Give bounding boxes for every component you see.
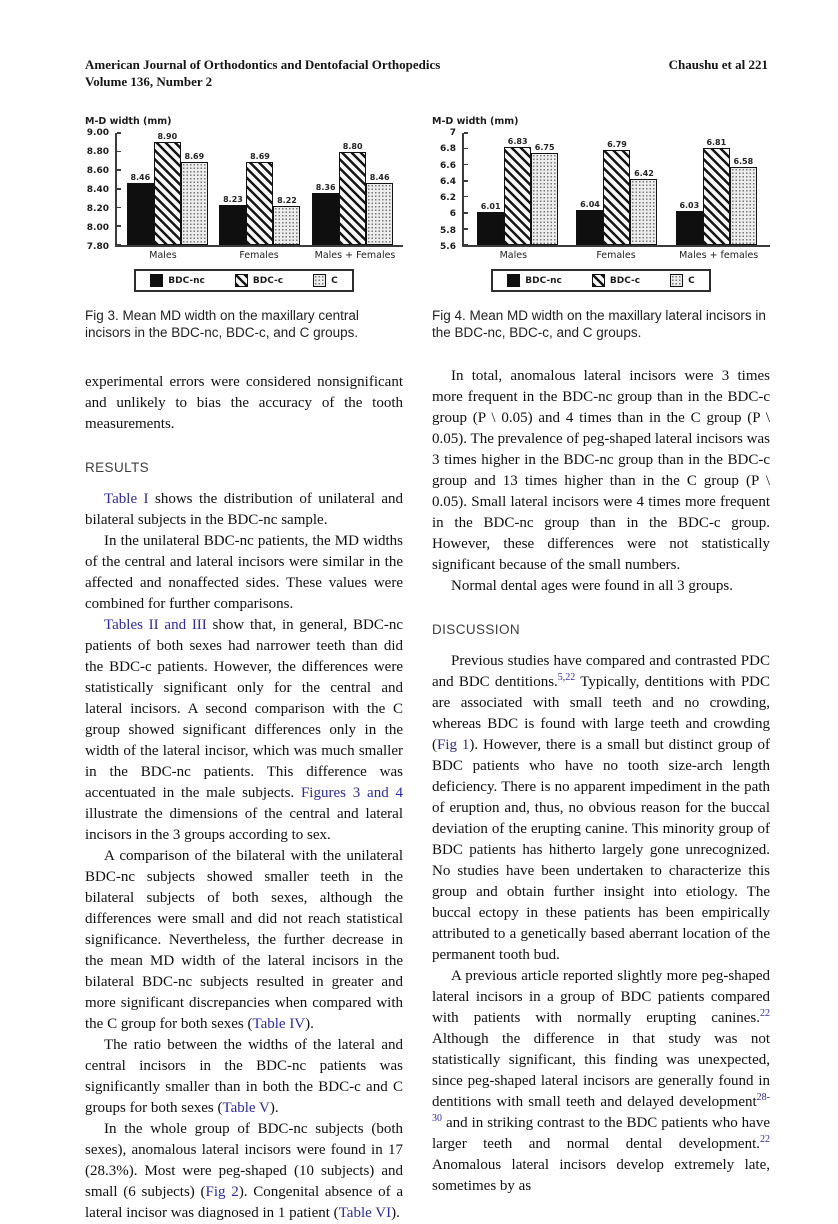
body-paragraph: Normal dental ages were found in all 3 groups. [451,578,734,594]
fig4-y-axis [432,128,462,252]
y-tick-label: 7.80 [86,242,109,252]
fig4-x-axis [462,250,770,261]
y-tick-label: 8.60 [86,165,109,176]
y-tick-label: 6.6 [440,160,456,171]
bar-value-label: 6.04 [580,199,600,209]
y-tick-mark [464,164,468,166]
figure-3 [85,116,403,342]
bar-c-females [630,169,657,245]
bar-bdc-c-males [154,132,181,245]
bar-value-label: 8.23 [223,194,243,204]
y-tick-label: 5.8 [440,225,456,236]
crossref-link[interactable]: Table IV [252,1016,306,1032]
bar-value-label: 6.79 [607,139,627,149]
body-paragraph: Tables II and III show that, in general, BDC-nc patients of both sexes had narrower teeth than did the BDC-c patients. However, the differences were statistically significant only for the central and lateral incisors. A second comparison with the C group showed significant differences only in the width of the lateral incisor, which was much smaller in the BDC-nc patients. This difference was accentuated in the male subjects. Figures 3 and 4 illustrate the dimensions of the central and lateral incisors in the 3 groups according to sex. [85,617,403,843]
x-category-label: Females [596,250,636,261]
fig3-y-axis [85,128,115,252]
y-tick-mark [117,169,121,171]
x-category-label: Males + Females [314,250,396,261]
y-tick-label: 8.20 [86,203,109,214]
y-tick-mark [464,148,468,150]
legend-label: C [331,275,338,286]
bar-value-label: 8.22 [277,195,297,205]
crossref-link[interactable]: Table I [104,491,149,507]
y-tick-label: 8.80 [86,146,109,157]
section-heading: RESULTS [85,460,150,475]
fig4-plot-wrap [432,128,770,252]
y-tick-mark [117,244,121,246]
y-tick-mark [464,228,468,230]
bar-value-label: 6.83 [507,136,528,146]
y-tick-mark [117,132,121,134]
y-tick-mark [117,188,121,190]
y-tick-label: 6.4 [440,176,456,187]
fig4-plot-area [462,133,770,247]
bar-c-females [273,195,300,245]
bar-bdc-c-females [603,139,630,245]
page-header [85,57,768,90]
citation-ref[interactable]: 28-30 [432,1092,770,1124]
body-paragraph: In the whole group of BDC-nc subjects (both sexes), anomalous lateral incisors were found in 17 (28.3%). Most were peg-shaped (10 subjects) and small (6 subjects) (Fig 2). Congenital absence of a lateral incisor was diagnosed in 1 patient (Table VI). [85,1121,403,1221]
y-tick-mark [464,132,468,134]
y-tick-mark [117,151,121,153]
crossref-link[interactable]: Fig 2 [205,1184,239,1200]
fig3-caption: Fig 3. Mean MD width on the maxillary central incisors in the BDC-nc, BDC-c, and C groups. [85,308,359,341]
legend-entry-c [670,274,695,287]
y-tick-label: 6.2 [440,193,456,204]
figure-4 [432,116,770,342]
legend-swatch-bdc-c [592,274,605,287]
y-tick-mark [464,196,468,198]
bar-group-males [127,133,208,245]
journal-volume: Volume 136, Number 2 [85,73,213,89]
x-category-label: Males [149,250,177,261]
bar-value-label: 8.80 [342,141,363,151]
bar-group-females [576,133,657,245]
legend-swatch-bdc-nc [150,274,163,287]
legend-entry-bdc-nc [150,274,205,287]
bar-bdc-c-males-females [339,141,366,245]
body-paragraph: In total, anomalous lateral incisors were 3 times more frequent in the BDC-nc group than in the BDC-c group (P \ 0.05) and 4 times than in the C group (P \ 0.05). The prevalence of peg-shaped lateral incisors was 3 times higher in the BDC-nc group than in the BDC-c group and 13 times higher than in the C group (P \ 0.05). Small lateral incisors were 4 times more frequent in the BDC-nc group than in the BDC-c group. However, these differences were not statistically significant because of the small numbers. [432,368,770,573]
fig4-y-axis-title: M-D width (mm) [432,116,519,127]
y-tick-mark [464,244,468,246]
bar-value-label: 8.69 [184,151,205,161]
x-category-label: Males [499,250,528,261]
y-tick-label: 6 [449,209,456,220]
legend-label: BDC-c [252,275,284,286]
legend-swatch-c [670,274,683,287]
x-category-label: Females [239,250,279,261]
bar-value-label: 8.36 [315,182,336,192]
body-paragraph: Table I shows the distribution of unilateral and bilateral subjects in the BDC-nc sample. [85,491,404,528]
bar-c-males-females [366,173,393,245]
y-tick-label: 6.8 [440,144,456,155]
bar-value-label: 8.69 [250,151,270,161]
fig4-caption: Fig 4. Mean MD width on the maxillary lateral incisors in the BDC-nc, BDC-c, and C groups. [432,308,766,341]
bar-bdc-nc-females [219,194,246,245]
crossref-link[interactable]: Table V [222,1100,270,1116]
bar-bdc-nc-males-females [676,200,703,245]
legend-label: BDC-nc [525,275,562,286]
bar-bdc-c-males [504,136,531,245]
journal-title-block [85,57,440,90]
section-heading: DISCUSSION [432,622,521,637]
body-column-left [85,372,403,1224]
bar-value-label: 8.46 [130,173,151,183]
legend-label: BDC-nc [168,275,205,286]
fig3-x-axis [115,250,403,261]
legend-label: C [688,275,695,286]
bar-group-males-females [312,133,393,245]
bar-value-label: 6.81 [706,138,727,148]
citation-ref[interactable]: 22 [760,1008,770,1019]
bar-bdc-c-males-females [703,138,730,245]
bar-bdc-nc-males [477,202,504,245]
x-category-label: Males + females [679,250,759,261]
y-tick-label: 8.40 [86,185,109,195]
legend-swatch-bdc-nc [507,274,520,287]
body-paragraph: In the unilateral BDC-nc patients, the MD widths of the central and lateral incisors were similar in the affected and nonaffected sides. These values were combined for further comparisons. [85,533,403,612]
crossref-link[interactable]: Figures 3 and 4 [300,785,403,801]
legend-entry-bdc-c [235,274,283,287]
bar-group-males-females [676,133,757,245]
y-tick-label: 9.00 [86,128,109,138]
fig3-legend [134,269,353,292]
body-paragraph: experimental errors were considered nonsignificant and unlikely to bias the accuracy of the tooth measurements. [85,374,403,432]
y-tick-label: 8.00 [86,223,109,233]
bar-bdc-c-females [246,151,273,245]
y-tick-mark [117,225,121,227]
legend-label: BDC-c [609,275,641,286]
body-paragraph: A previous article reported slightly more peg-shaped lateral incisors in a group of BDC patients compared with patients with normally erupting canines.$^{22}$ Although the difference in that study was not statistically significant, this finding was unexpected, since peg-shaped lateral incisors are generally found in dentitions with small teeth and delayed development$^{28-30}$ and in striking contrast to the BDC patients who have larger teeth and normal dental development.$^{22}$ Anomalous lateral incisors develop extremely late, sometimes by as [432,968,770,1194]
body-paragraph: A comparison of the bilateral with the unilateral BDC-nc subjects showed smaller teeth in the bilateral subjects of both sexes, although the differences were small and did not reach statistical significance. Nevertheless, the further decrease in the mean MD width of the lateral incisors in the bilateral BDC-nc subjects resulted in greater and more significant discrepancies when compared with the C group for both sexes (Table IV). [85,848,403,1032]
y-tick-label: 7 [449,128,456,138]
crossref-link[interactable]: Table VI [338,1205,392,1221]
body-paragraph: The ratio between the widths of the lateral and central incisors in the BDC-nc patients was significantly smaller than in both the BDC-c and C groups for both sexes (Table V). [85,1037,403,1116]
bar-value-label: 6.75 [534,143,555,152]
crossref-link[interactable]: Fig 1 [437,737,470,753]
fig3-y-axis-title: M-D width (mm) [85,116,172,127]
legend-swatch-c [313,274,326,287]
fig4-legend [491,269,710,292]
legend-entry-c [313,274,338,287]
bar-c-males [181,151,208,245]
y-tick-label: 5.6 [440,242,456,252]
bar-bdc-nc-males [127,173,154,245]
fig3-plot-wrap [85,128,403,252]
bar-value-label: 6.42 [634,169,654,179]
citation-ref[interactable]: 5,22 [557,672,576,683]
bar-group-males [477,133,558,245]
fig3-bar-chart [85,116,403,292]
bar-value-label: 6.01 [480,202,501,212]
bar-group-females [219,133,300,245]
journal-title: American Journal of Orthodontics and Dentofacial Orthopedics [85,57,441,72]
fig3-plot-area [115,133,403,247]
bar-value-label: 6.03 [679,200,700,210]
legend-swatch-bdc-c [235,274,248,287]
y-tick-mark [464,180,468,182]
bar-c-males [531,143,558,245]
crossref-link[interactable]: Tables II and III [104,617,207,633]
fig4-bar-chart [432,116,770,292]
y-tick-mark [117,207,121,209]
bar-bdc-nc-males-females [312,182,339,245]
legend-entry-bdc-nc [507,274,562,287]
body-column-right [432,366,770,1197]
legend-entry-bdc-c [592,274,640,287]
citation-ref[interactable]: 22 [760,1134,770,1145]
bar-bdc-nc-females [576,199,603,245]
bar-c-males-females [730,156,757,245]
y-tick-mark [464,212,468,214]
bar-value-label: 6.58 [733,156,754,166]
body-paragraph: Previous studies have compared and contrasted PDC and BDC dentitions.$^{5,22}$ Typically, dentitions with PDC are associated with small teeth and no crowding, whereas BDC is found with large teeth and crowding (Fig 1). However, there is a small but distinct group of BDC patients who have no tooth size-arch length deficiency. There is no apparent impediment in the path of eruption and, thus, no obvious reason for the buccal deviation of the erupting canine. This minority group of BDC patients has hitherto largely gone unrecognized. No studies have been undertaken to characterize this group and obtain further insight into etiology. The buccal ectopy in these patients has been empirically attributed to a genetically based aberrant location of the permanent tooth bud. [432,653,770,963]
bar-value-label: 8.90 [157,132,178,142]
bar-value-label: 8.46 [369,173,390,183]
running-head-page-number: Chaushu et al 221 [668,57,768,72]
